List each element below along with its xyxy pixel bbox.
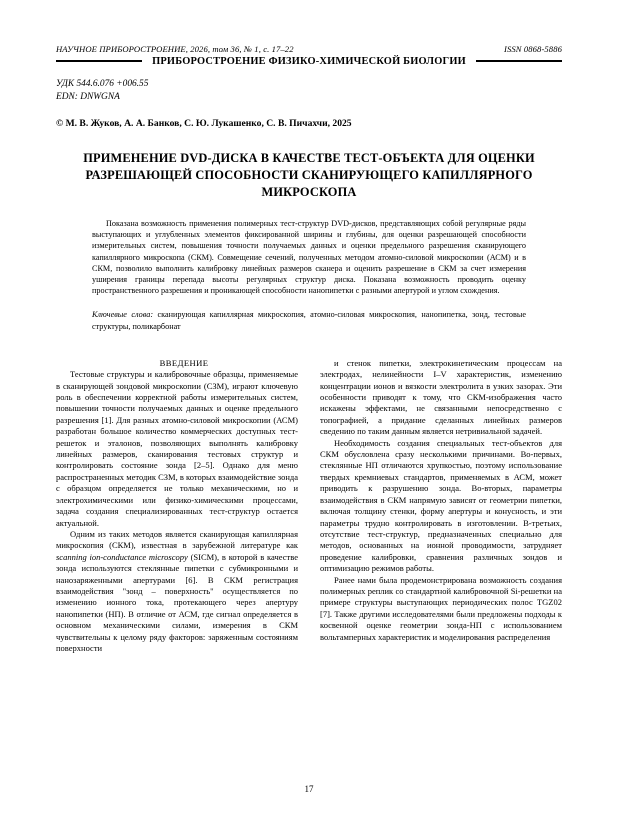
- column-right: [320, 358, 562, 655]
- page-title: ПРИМЕНЕНИЕ DVD-ДИСКА В КАЧЕСТВЕ ТЕСТ-ОБЪЕКТА ДЛЯ ОЦЕНКИ РАЗРЕШАЮЩЕЙ СПОСОБНОСТИ СКАНИРУЮЩЕГО КАПИЛЛЯРНОГО МИКРОСКОПА: [83, 151, 535, 199]
- keywords: [92, 309, 526, 331]
- paragraph: Тестовые структуры и калибровочные образцы, применяемые в сканирующей зондовой микроскопии (СЗМ), играют ключевую роль в обеспечении корректной работы измерительных систем, повышении точности получаемых данных и оценке предельного разрешения [1]. Для разных атомно-силовой микроскопии (АСМ) разработан большое количество коммерческих доступных тест-решеток и эталонов, позволяющих выполнять калибровку линейных размеров, сканирования тестовых структур и контролировать состояние зонда [2–5]. Однако для меню распространенных методик СЗМ, в которых взаимодействие зонда с образцом определяется не только механическими, но и электрохимическими или физико-химическими процессами, задача создания специализированных тест-структур остается актуальной.: [56, 369, 298, 528]
- body-columns: [56, 358, 562, 655]
- paragraph: Одним из таких методов является сканирующая капиллярная микроскопия (СКМ), известная в зарубежной литературе как scanning ion-conductance microscopy (SICM), в которой в качестве зонда используются стеклянные пипетки с субмикронными и нанозаряженными апертурами [6]. В СКМ регистрация взаимодействия "зонд – поверхность" осуществляется по изменению ионного тока, протекающего через апертуру нанопипетки (НП). В отличие от АСМ, где сигнал определяется в основном механическими силами, измерения в СКМ чувствительны к целому ряду факторов: заряженным состояниям поверхности: [56, 528, 298, 653]
- paragraph: Ранее нами была продемонстрирована возможность создания полимерных реплик со стандартной калибровочной Si-решетки на примере структуры выступающих периодических полос TGZ02 [7]. Также другими исследователями были предложены подходы к косвенной оценке геометрии зонда-НП с использованием вольтамперных характеристик и моделирования распределения: [320, 574, 562, 642]
- intro-heading: ВВЕДЕНИЕ: [159, 357, 209, 368]
- page-number: 17: [304, 784, 314, 794]
- keywords-list: сканирующая капиллярная микроскопия, атомно-силовая микроскопия, нанопипетка, зонд, тестовые структуры, поликарбонат: [92, 310, 526, 331]
- column-left: [56, 358, 298, 655]
- keywords-label: Ключевые слова:: [92, 310, 154, 320]
- abstract: Показана возможность применения полимерных тест-структур DVD-дисков, представляющих собой регулярные ряды выступающих и углубленных элементов фиксированной ширины и глубины, для оценки разрешающей способности измерительных систем, повышения точности получаемых данных и оценки предельного разрешения сканирующего капиллярного микроскопа (СКМ). Совмещение сечений, полученных методом атомно-силовой микроскопии (АСМ) и в СКМ, позволило выполнить калибровку линейных размеров сканера и оценить разрешение в СКМ за счет измерения уширения границы перепада высоты регулярных структур диска. Показана возможность проводить оценку пространственного разрешения и проникающей способности нанопипетки с разными апертурой и углом схождения.: [92, 219, 526, 296]
- authors-copyright: © М. В. Жуков, А. А. Банков, С. Ю. Лукашенко, С. В. Пичахчи, 2025: [56, 118, 352, 129]
- issn: ISSN 0868-5886: [504, 44, 562, 54]
- edn-code: EDN: DNWGNA: [56, 92, 120, 102]
- section-header-wrap: [56, 51, 562, 69]
- paragraph: и стенок пипетки, электрокинетическим процессам на электродах, нелинейности I–V характеристик, изменению концентрации ионов и вязкости электролита в узких зазорах. Эти особенности приводят к тому, что СКМ-изображения часто искажены эффектами, не связанными непосредственно с топографией, а придание сделанных линейных размеров сведению по таким данным является нетривиальной задачей.: [320, 357, 562, 437]
- journal-citation: НАУЧНОЕ ПРИБОРОСТРОЕНИЕ, 2026, том 36, № 1, с. 17–22: [56, 44, 294, 54]
- udk-code: УДК 544.6.076 +006.55: [56, 79, 149, 89]
- section-header: ПРИБОРОСТРОЕНИЕ ФИЗИКО-ХИМИЧЕСКОЙ БИОЛОГИИ: [142, 55, 476, 68]
- paragraph: Необходимость создания специальных тест-объектов для СКМ обусловлена сразу несколькими причинами. Во-первых, стеклянные НП отличаются хрупкостью, поэтому использование твердых кремниевых стандартов, применяемых в АСМ, может приводить к разрушению зонда. Во-вторых, параметры взаимодействия в СКМ напрямую зависят от геометрии пипетки, включая толщину стенки, форму апертуры и конусность, и эти параметры трудно контролировать в изготовлении. В-третьих, отсутствие тест-структур, предназначенных специально для методов, основанных на ионной проводимости, затрудняет проведение калибровки, сравнения различных зондов и оптимизацию режимов работы.: [320, 437, 562, 574]
